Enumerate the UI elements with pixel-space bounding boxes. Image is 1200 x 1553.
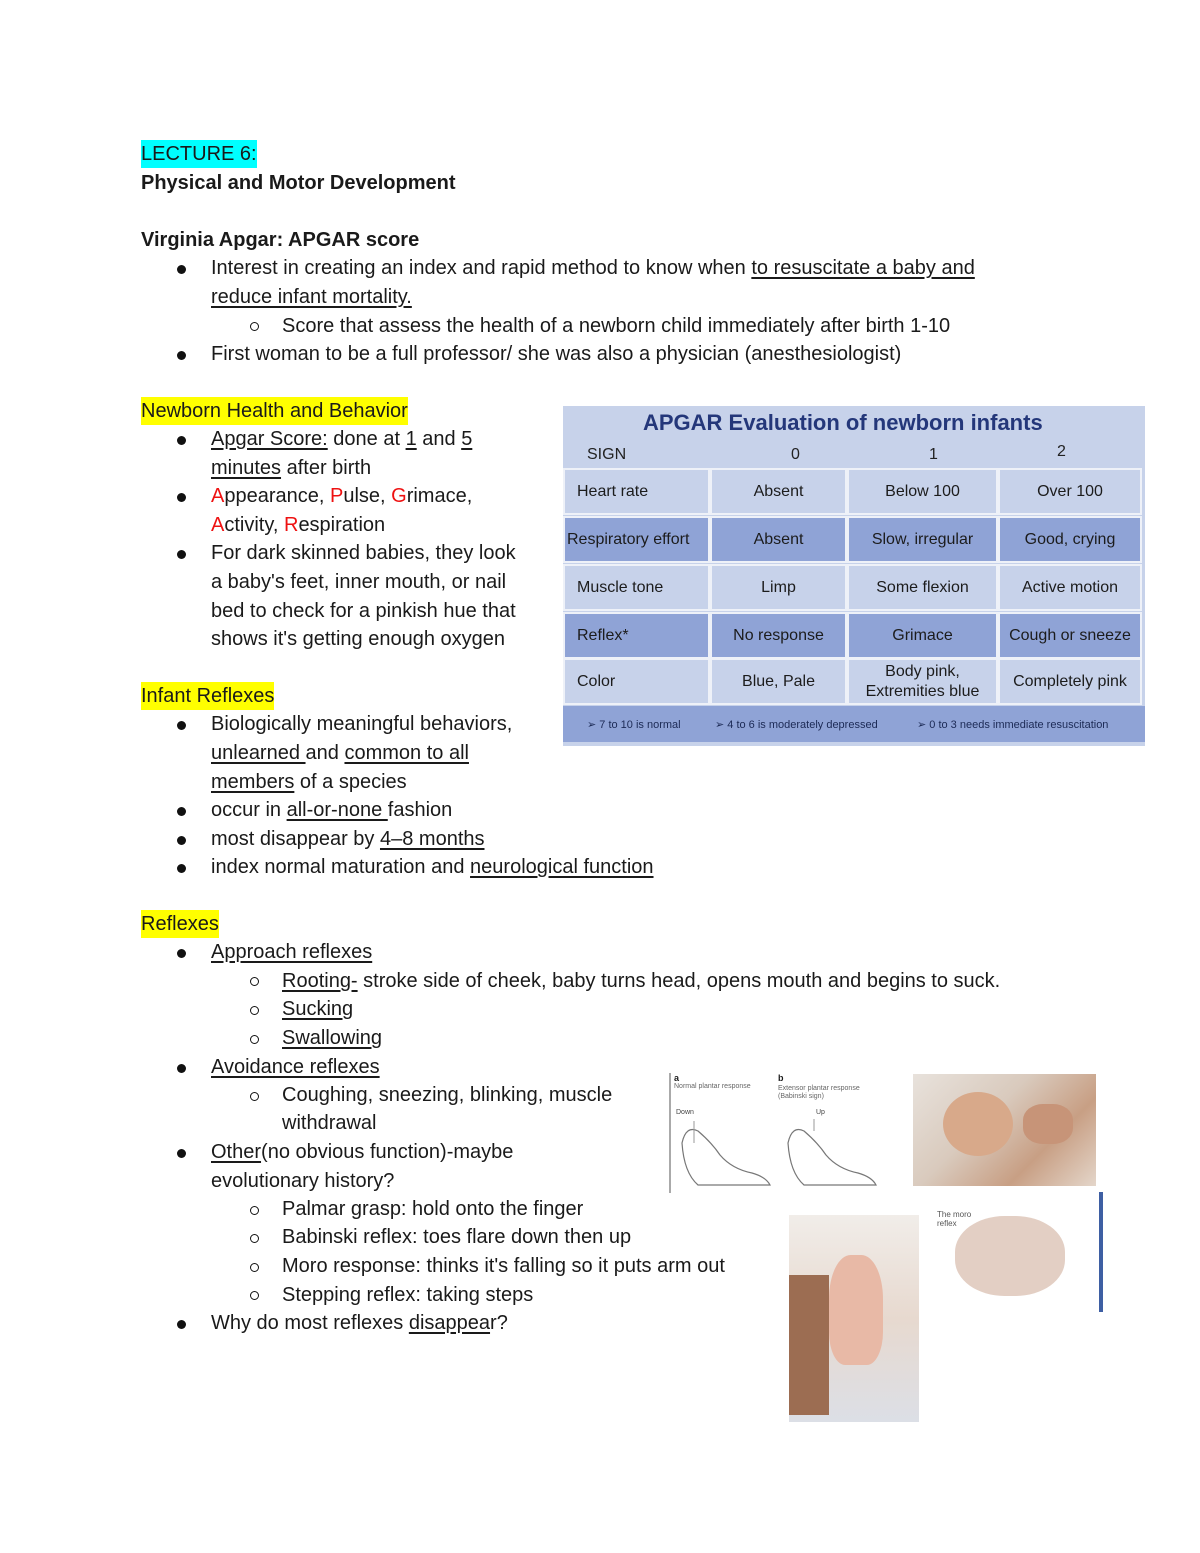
text-underlined: 5 [461, 428, 473, 450]
text-red: P [329, 485, 344, 507]
apgar-table [563, 406, 1145, 746]
text-red: G [391, 485, 407, 507]
infant-bullet-1: Biologically meaningful behaviors, [211, 713, 513, 735]
sub-bullet [250, 322, 259, 331]
text: most disappear by [211, 828, 380, 850]
text: rimace, [406, 485, 473, 507]
other-reflexes [211, 1138, 513, 1166]
sub-bullet [250, 1263, 259, 1272]
apgar-cell-score-2: Active motion [998, 564, 1142, 611]
apgar-cell-score-0: Absent [710, 516, 847, 563]
fig-up-label: Up [816, 1109, 825, 1116]
text-underlined: neurological function [470, 856, 654, 878]
col-header-sign: SIGN [587, 446, 627, 463]
page-title: Physical and Motor Development [141, 172, 456, 194]
palmar-grasp: Palmar grasp: hold onto the finger [282, 1198, 584, 1220]
newborn-bullet-2-cont [211, 511, 385, 539]
sub-bullet [250, 1092, 259, 1101]
babinski-diagram [668, 1073, 900, 1193]
apgar-cell-score-2: Good, crying [998, 516, 1142, 563]
fig-b-caption-2: (Babinski sign) [778, 1093, 824, 1100]
text-underlined: 4–8 months [379, 828, 485, 850]
footnote-resuscitation: ➢ 0 to 3 needs immediate resuscitation [917, 719, 1109, 731]
text: fashion [387, 799, 453, 821]
apgar-cell-score-0: No response [710, 612, 847, 659]
bullet [177, 836, 186, 845]
bullet [177, 1064, 186, 1073]
text: ctivity, [224, 514, 284, 536]
palmar-grasp-photo [913, 1074, 1096, 1186]
stepping-reflex: Stepping reflex: taking steps [282, 1284, 534, 1306]
bullet [177, 351, 186, 360]
col-header-2: 2 [1057, 443, 1066, 460]
apgar-cell-score-2: Over 100 [998, 468, 1142, 515]
sucking-reflex: Sucking [282, 998, 354, 1020]
text-underlined: Rooting- [282, 970, 358, 992]
text: done at [327, 428, 406, 450]
text: r? [490, 1312, 508, 1334]
other-reflexes-cont: evolutionary history? [211, 1170, 395, 1192]
text-red: A [211, 514, 225, 536]
text: occur in [211, 799, 287, 821]
text-underlined: minutes [211, 457, 282, 479]
bullet [177, 1149, 186, 1158]
avoidance-sub-1: Coughing, sneezing, blinking, muscle [282, 1084, 613, 1106]
bullet [177, 493, 186, 502]
apgar-cell-score-1: Body pink, Extremities blue [847, 658, 998, 705]
text: index normal maturation and [211, 856, 471, 878]
swallowing-reflex: Swallowing [282, 1027, 383, 1049]
sub-bullet [250, 977, 259, 986]
text-underlined: Other [211, 1141, 262, 1163]
fig-a-caption: Normal plantar response [674, 1083, 751, 1090]
infant-bullet-2 [211, 796, 452, 824]
text: and [305, 742, 345, 764]
text: and [416, 428, 462, 450]
text-underlined: all-or-none [286, 799, 388, 821]
bullet [177, 864, 186, 873]
text: Why do most reflexes [211, 1312, 409, 1334]
moro-caption-2: reflex [937, 1219, 957, 1228]
bullet [177, 807, 186, 816]
approach-reflexes: Approach reflexes [211, 941, 373, 963]
apgar-cell-sign: Color [563, 658, 710, 705]
text-underlined: members [211, 771, 295, 793]
moro-reflex-illustration [935, 1192, 1103, 1312]
bullet [177, 265, 186, 274]
sub-bullet [250, 1234, 259, 1243]
newborn-bullet-2 [211, 482, 472, 510]
why-question [211, 1309, 508, 1337]
apgar-cell-score-2: Cough or sneeze [998, 612, 1142, 659]
text-red: R [283, 514, 299, 536]
apgar-cell-score-0: Blue, Pale [710, 658, 847, 705]
text: of a species [294, 771, 407, 793]
text-underlined: to resuscitate a baby and [751, 257, 975, 279]
text: espiration [298, 514, 386, 536]
infant-bullet-1-cont [211, 739, 469, 767]
newborn-bullet-3-l3: bed to check for a pinkish hue that [211, 600, 516, 622]
apgar-cell-sign: Heart rate [563, 468, 710, 515]
infant-reflexes-heading: Infant Reflexes [141, 682, 274, 710]
newborn-bullet-3-l2: a baby's feet, inner mouth, or nail [211, 571, 507, 593]
bullet [177, 949, 186, 958]
apgar-cell-score-1: Below 100 [847, 468, 998, 515]
footnote-normal: ➢ 7 to 10 is normal [587, 719, 681, 731]
reflexes-heading: Reflexes [141, 910, 219, 938]
lecture-label: LECTURE 6: [141, 140, 257, 168]
bullet [177, 550, 186, 559]
apgar-cell-score-0: Absent [710, 468, 847, 515]
apgar-sub-1: Score that assess the health of a newborn child immediately after birth 1-10 [282, 315, 951, 337]
infant-bullet-3 [211, 825, 485, 853]
moro-response: Moro response: thinks it's falling so it puts arm out [282, 1255, 725, 1277]
text: (no obvious function)-maybe [261, 1141, 514, 1163]
text: stroke side of cheek, baby turns head, opens mouth and begins to suck. [357, 970, 1001, 992]
apgar-cell-sign: Reflex* [563, 612, 710, 659]
apgar-cell-sign: Respiratory effort [563, 516, 710, 563]
bullet [177, 1320, 186, 1329]
newborn-bullet-1 [211, 425, 472, 453]
text: ppearance, [224, 485, 330, 507]
fig-b-caption: Extensor plantar response [778, 1085, 860, 1092]
apgar-cell-score-1: Some flexion [847, 564, 998, 611]
text: ulse, [343, 485, 392, 507]
apgar-cell-score-1: Slow, irregular [847, 516, 998, 563]
fig-a-label: a [674, 1073, 680, 1083]
text-red: A [211, 485, 225, 507]
text-underlined: Apgar Score: [211, 428, 328, 450]
text-underlined: unlearned [211, 742, 306, 764]
bullet [177, 721, 186, 730]
avoidance-sub-1-cont: withdrawal [282, 1112, 377, 1134]
apgar-heading: Virginia Apgar: APGAR score [141, 229, 420, 251]
fig-down-label: Down [676, 1109, 694, 1116]
apgar-bullet-1-cont: reduce infant mortality. [211, 286, 412, 308]
col-header-0: 0 [791, 446, 800, 463]
apgar-table-title: APGAR Evaluation of newborn infants [643, 410, 1043, 435]
newborn-bullet-3-l4: shows it's getting enough oxygen [211, 628, 506, 650]
newborn-bullet-1-cont [211, 454, 371, 482]
text-underlined: common to all [344, 742, 469, 764]
fig-b-label: b [778, 1073, 784, 1083]
avoidance-reflexes: Avoidance reflexes [211, 1056, 380, 1078]
newborn-bullet-3-l1: For dark skinned babies, they look [211, 542, 516, 564]
apgar-cell-score-2: Completely pink [998, 658, 1142, 705]
bullet [177, 436, 186, 445]
sub-bullet [250, 1291, 259, 1300]
stepping-reflex-photo [789, 1215, 919, 1422]
footnote-moderate: ➢ 4 to 6 is moderately depressed [715, 719, 878, 731]
apgar-bullet-1 [211, 254, 975, 282]
infant-bullet-4 [211, 853, 654, 881]
babinski-reflex: Babinski reflex: toes flare down then up [282, 1226, 632, 1248]
moro-caption-1: The moro [937, 1210, 972, 1219]
apgar-cell-score-0: Limp [710, 564, 847, 611]
text-underlined: disappea [408, 1312, 491, 1334]
apgar-bullet-2: First woman to be a full professor/ she was also a physician (anesthesiologist) [211, 343, 902, 365]
text: after birth [281, 457, 372, 479]
infant-bullet-1-cont2 [211, 768, 407, 796]
sub-bullet [250, 1006, 259, 1015]
moro-caption [937, 1210, 971, 1228]
rooting-reflex [282, 967, 1000, 995]
sub-bullet [250, 1206, 259, 1215]
apgar-cell-sign: Muscle tone [563, 564, 710, 611]
sub-bullet [250, 1035, 259, 1044]
col-header-1: 1 [929, 446, 938, 463]
apgar-cell-score-1: Grimace [847, 612, 998, 659]
text-underlined: 1 [405, 428, 417, 450]
text: Interest in creating an index and rapid method to know when [211, 257, 752, 279]
newborn-heading: Newborn Health and Behavior [141, 397, 408, 425]
